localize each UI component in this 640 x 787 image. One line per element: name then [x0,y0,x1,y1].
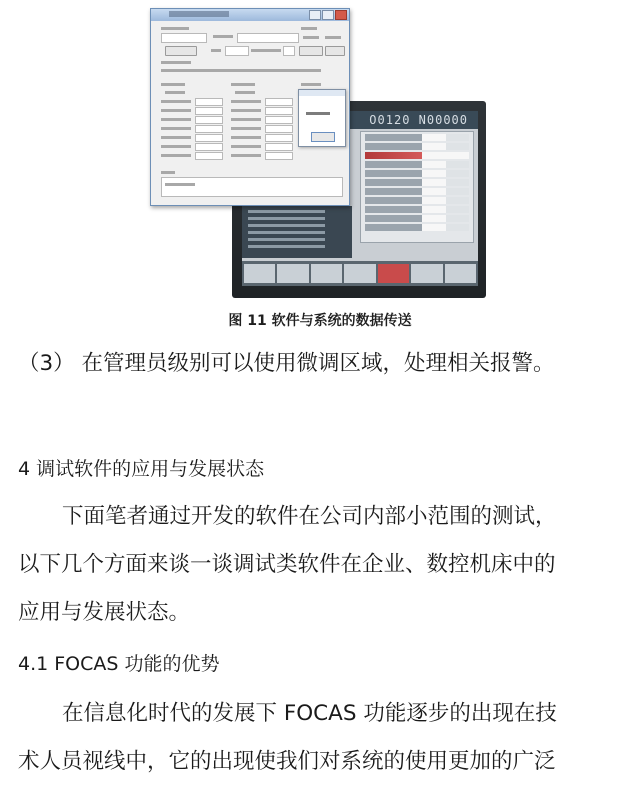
success-popup [298,89,346,147]
section-heading-4-1: 4.1 FOCAS 功能的优势 [18,653,220,675]
popup-ok-button [311,132,335,142]
maximize-icon [322,10,334,20]
cnc-softkey-bar [242,261,478,286]
cnc-parameter-panel [360,131,474,243]
paragraph-line: 以下几个方面来谈一谈调试类软件在企业、数控机床中的 [18,552,556,577]
paragraph-line: 术人员视线中，它的出现使我们对系统的使用更加的广泛 [18,749,556,774]
paragraph-line: 下面笔者通过开发的软件在公司内部小范围的测试， [62,504,557,529]
paragraph-line: 在信息化时代的发展下 FOCAS 功能逐步的出现在技 [62,701,557,726]
cnc-data-list [242,206,352,258]
section-heading-4: 4 调试软件的应用与发展状态 [18,458,265,480]
paragraph-line: 应用与发展状态。 [18,600,191,625]
figure-software-cnc-transfer [150,8,486,300]
paragraph-item-3: （3） 在管理员级别可以使用微调区域，处理相关报警。 [18,351,555,376]
window-titlebar [151,9,349,21]
minimize-icon [309,10,321,20]
close-icon [335,10,347,20]
software-window [150,8,350,206]
figure-caption: 图 11 软件与系统的数据传送 [228,313,412,329]
cnc-program-number: O0120 N00000 [242,111,478,129]
